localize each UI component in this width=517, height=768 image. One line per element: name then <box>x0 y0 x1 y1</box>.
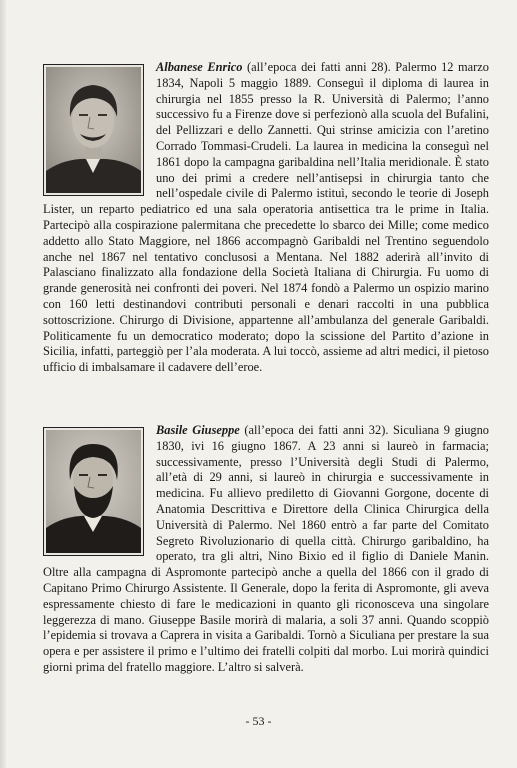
page-number: - 53 - <box>245 714 272 728</box>
portrait-basile-photo <box>43 427 144 556</box>
entry-bio: (all’epoca dei fatti anni 32). Siculiana 9 giugno 1830, ivi 16 giugno 1867. A 23 anni si laureò in farmacia; successivamente, presso l’Università degli Studi di Palermo, all’età di 29 anni, si laureò in chirurgia e successivamente in medicina. Fu allievo prediletto di Giovanni Gorgone, docente di Anatomia Descrittiva e Direttore della Clinica Chirurgica della Università di Palermo. Nel 1860 entrò a far parte del Comitato Segreto Rivoluzionario di quella città. Chirurgo garibaldino, ha operato, tra gli altri, Nino Bixio ed il figlio di Daniele Manin. Oltre alla campagna di Aspromonte partecipò anche a quella del 1866 con il grado di Capitano Primo Chirurgo Assistente. Il Generale, dopo la ferita di Aspromonte, gli aveva espressamente chiesto di fare le medicazioni in quanto gli riconosceva una singolare leggerezza di mano. Giuseppe Basile morirà di malaria, a soli 37 anni. Quando scoppiò l’epidemia si trovava a Caprera in visita a Garibaldi. Tornò a Siculiana per prestare la sua opera e per assistere il primo e l’ultimo dei fratelli colpiti dal morbo. Lui morirà quindici giorni prima del fratello maggiore. L’altro si salverà. <box>43 423 489 674</box>
entry-name: Basile Giuseppe <box>156 423 240 437</box>
portrait-albanese-photo <box>43 64 144 196</box>
biography-entry-albanese <box>43 60 489 376</box>
biography-entry-basile <box>43 423 489 676</box>
page-edge <box>0 0 6 768</box>
entry-bio: (all’epoca dei fatti anni 28). Palermo 12 marzo 1834, Napoli 5 maggio 1889. Conseguì il diploma di laurea in chirurgia nel 1855 presso la R. Università di Palermo; l’anno successivo fu a Firenze dove si perfezionò alla scuola del Bufalini, del Pellizzari e dello Zannetti. Qui strinse amicizia con l’aretino Corrado Tommasi-Crudeli. La laurea in medicina la conseguì nel 1861 dopo la campagna garibaldina nell’Italia meridionale. È stato uno dei primi a credere nell’antisepsi in chirurgia tanto che nell’ospedale civile di Palermo istituì, secondo le teorie di Joseph Lister, un reparto pediatrico ed una sala operatoria antisettica tra le prime in Italia. Partecipò alla cospirazione palermitana che precedette lo sbarco dei Mille; come medico addetto allo Stato Maggiore, nel 1866 accompagnò Garibaldi nel Trentino seguendolo anche nel 1867 nel tentativo conclusosi a Mentana. Nel 1882 aderirà all’invito di Palasciano finalizzato alla fondazione della Società Italiana di Chirurgia. Fu uomo di grande generosità nei confronti dei poveri. Nel 1874 fondò a Palermo un ospizio marino con 160 letti destinandovi contributi personali e denari raccolti in una pubblica sottoscrizione. Chirurgo di Divisione, appartenne all’ambulanza del generale Garibaldi. Politicamente fu un democratico moderato; dopo la scissione del Partito d’azione in Sicilia, infatti, parteggiò per l’ala moderata. A lui toccò, assieme ad altri medici, il pietoso ufficio di imbalsamare il cadavere dell’eroe. <box>43 60 489 375</box>
entry-name: Albanese Enrico <box>156 60 243 74</box>
